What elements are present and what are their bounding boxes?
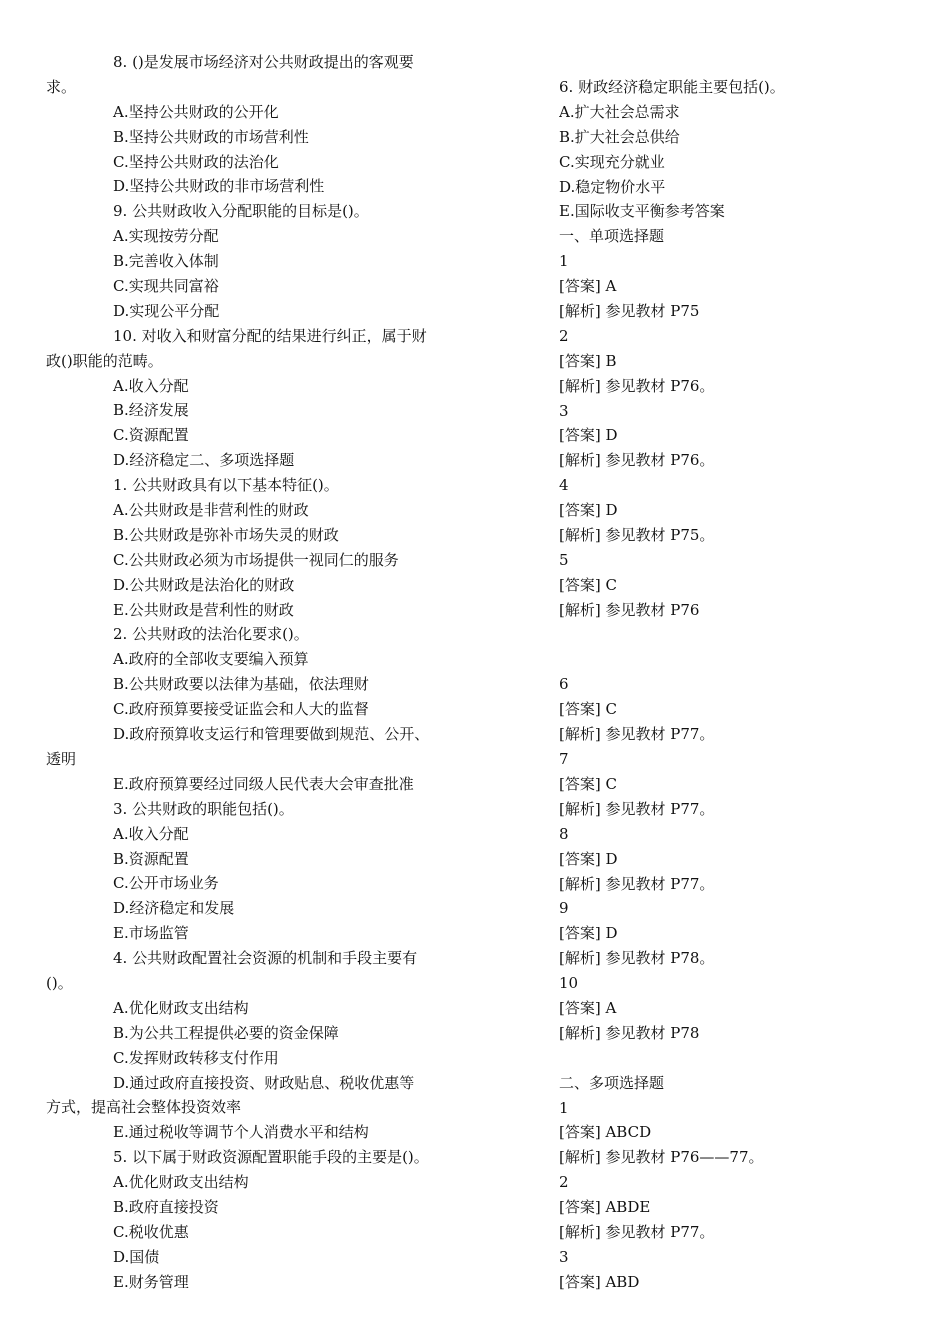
left-text-line: B.公共财政是弥补市场失灵的财政 (113, 525, 339, 544)
right-text-line: A.扩大社会总需求 (559, 102, 680, 121)
left-text-line: C.发挥财政转移支付作用 (113, 1048, 279, 1067)
right-text-line: 1 (559, 1098, 569, 1117)
left-text-line: 2. 公共财政的法治化要求()。 (113, 625, 309, 644)
right-text-line: [解析] 参见教材 P76 (559, 600, 700, 619)
left-text-line: A.收入分配 (113, 824, 189, 843)
right-text-line: [答案] C (559, 774, 617, 793)
right-text-line: E.国际收支平衡参考答案 (559, 202, 725, 221)
right-text-line: [解析] 参见教材 P78。 (559, 949, 715, 968)
left-text-line: 5. 以下属于财政资源配置职能手段的主要是()。 (113, 1148, 429, 1167)
left-text-line: D.实现公平分配 (113, 301, 220, 320)
right-text-line: [答案] D (559, 849, 618, 868)
left-text-line: E.公共财政是营利性的财政 (113, 600, 294, 619)
right-text-line: C.实现充分就业 (559, 152, 665, 171)
left-text-line: C.税收优惠 (113, 1222, 189, 1241)
right-text-line: [解析] 参见教材 P77。 (559, 799, 715, 818)
left-text-line: 方式，提高社会整体投资效率 (46, 1098, 242, 1117)
right-text-line: 7 (559, 750, 569, 769)
left-text-line: D.通过政府直接投资、财政贴息、税收优惠等 (113, 1073, 415, 1092)
left-text-line: B.坚持公共财政的市场营利性 (113, 127, 309, 146)
left-text-line: B.政府直接投资 (113, 1197, 219, 1216)
right-text-line: [解析] 参见教材 P75。 (559, 526, 715, 545)
right-text-line: [解析] 参见教材 P77。 (559, 1222, 715, 1241)
left-text-line: D.经济稳定和发展 (113, 899, 235, 918)
left-text-line: A.优化财政支出结构 (113, 1173, 249, 1192)
right-text-line: 一、单项选择题 (559, 227, 665, 246)
right-text-line: 二、多项选择题 (559, 1073, 665, 1092)
left-text-line: B.为公共工程提供必要的资金保障 (113, 1023, 339, 1042)
left-text-line: 8. ()是发展市场经济对公共财政提出的客观要 (113, 53, 414, 71)
right-text-line: D.稳定物价水平 (559, 177, 666, 196)
right-text-line: [答案] ABD (559, 1272, 640, 1291)
right-text-line: [答案] C (559, 700, 617, 719)
right-text-line: [答案] ABCD (559, 1123, 652, 1142)
left-text-line: C.公开市场业务 (113, 874, 219, 893)
left-text-line: 求。 (46, 77, 77, 96)
right-text-line: [解析] 参见教材 P75 (559, 302, 700, 321)
left-text-line: C.政府预算要接受证监会和人大的监督 (113, 700, 369, 719)
left-text-line: 政()职能的范畴。 (46, 351, 163, 370)
right-text-line: [答案] D (559, 501, 618, 520)
left-text-line: ()。 (46, 973, 73, 992)
right-text-line: 1 (559, 252, 569, 271)
left-text-line: 10. 对收入和财富分配的结果进行纠正，属于财 (113, 326, 427, 345)
left-text-line: D.公共财政是法治化的财政 (113, 575, 295, 594)
left-text-line: C.实现共同富裕 (113, 277, 219, 296)
left-text-line: B.资源配置 (113, 849, 189, 868)
right-text-line: [解析] 参见教材 P77。 (559, 874, 715, 893)
right-text-line: [答案] D (559, 426, 618, 445)
left-text-line: 3. 公共财政的职能包括()。 (113, 799, 294, 818)
left-text-line: A.公共财政是非营利性的财政 (113, 501, 309, 520)
right-text-line: 2 (559, 1173, 569, 1192)
blank-line (559, 623, 929, 648)
right-text-line: [答案] B (559, 351, 617, 370)
right-text-line: 6. 财政经济稳定职能主要包括()。 (559, 78, 785, 96)
left-text-line: A.优化财政支出结构 (113, 998, 249, 1017)
right-text-line: 10 (559, 974, 579, 993)
right-text-line: 5 (559, 550, 569, 569)
right-text-line: [答案] A (559, 277, 617, 296)
left-text-line: E.通过税收等调节个人消费水平和结构 (113, 1123, 369, 1142)
left-text-line: A.收入分配 (113, 376, 189, 395)
left-text-line: D.坚持公共财政的非市场营利性 (113, 177, 325, 196)
blank-line (559, 1046, 929, 1071)
left-text-line: 4. 公共财政配置社会资源的机制和手段主要有 (113, 949, 418, 968)
right-text-line: 2 (559, 326, 569, 345)
left-text-line: B.完善收入体制 (113, 252, 219, 271)
left-text-line: D.国债 (113, 1247, 160, 1266)
right-text-line: 9 (559, 899, 569, 918)
right-text-line: [答案] A (559, 998, 617, 1017)
right-text-line: 3 (559, 1247, 569, 1266)
left-text-line: C.资源配置 (113, 426, 189, 445)
left-text-line: D.政府预算收支运行和管理要做到规范、公开、 (113, 725, 430, 744)
left-text-line: E.市场监管 (113, 924, 189, 943)
left-text-line: D.经济稳定二、多项选择题 (113, 451, 295, 470)
left-text-line: B.公共财政要以法律为基础，依法理财 (113, 675, 369, 694)
right-column (559, 75, 929, 1295)
left-text-line: A.实现按劳分配 (113, 227, 219, 246)
right-text-line: 3 (559, 401, 569, 420)
right-text-line: B.扩大社会总供给 (559, 127, 680, 146)
right-text-line: [解析] 参见教材 P76——77。 (559, 1148, 764, 1167)
left-text-line: C.坚持公共财政的法治化 (113, 152, 279, 171)
right-text-line: 6 (559, 675, 569, 694)
left-text-line: E.政府预算要经过同级人民代表大会审查批准 (113, 774, 414, 793)
left-column (46, 50, 476, 1295)
right-text-line: [答案] C (559, 575, 617, 594)
left-text-line: A.政府的全部收支要编入预算 (113, 650, 309, 669)
left-text-line: A.坚持公共财政的公开化 (113, 102, 279, 121)
left-text-line: C.公共财政必须为市场提供一视同仁的服务 (113, 550, 399, 569)
left-text-line: 1. 公共财政具有以下基本特征()。 (113, 476, 339, 495)
right-text-line: 8 (559, 824, 569, 843)
right-text-line: [解析] 参见教材 P76。 (559, 451, 715, 470)
left-text-line: 透明 (46, 749, 77, 768)
right-text-line: 4 (559, 476, 569, 495)
right-text-line: [解析] 参见教材 P78 (559, 1023, 700, 1042)
right-text-line: [答案] ABDE (559, 1198, 651, 1217)
left-text-line: 9. 公共财政收入分配职能的目标是()。 (113, 202, 369, 221)
right-text-line: [答案] D (559, 924, 618, 943)
left-text-line: E.财务管理 (113, 1272, 189, 1291)
blank-line (559, 647, 929, 672)
right-text-line: [解析] 参见教材 P77。 (559, 725, 715, 744)
right-text-line: [解析] 参见教材 P76。 (559, 376, 715, 395)
left-text-line: B.经济发展 (113, 401, 189, 420)
